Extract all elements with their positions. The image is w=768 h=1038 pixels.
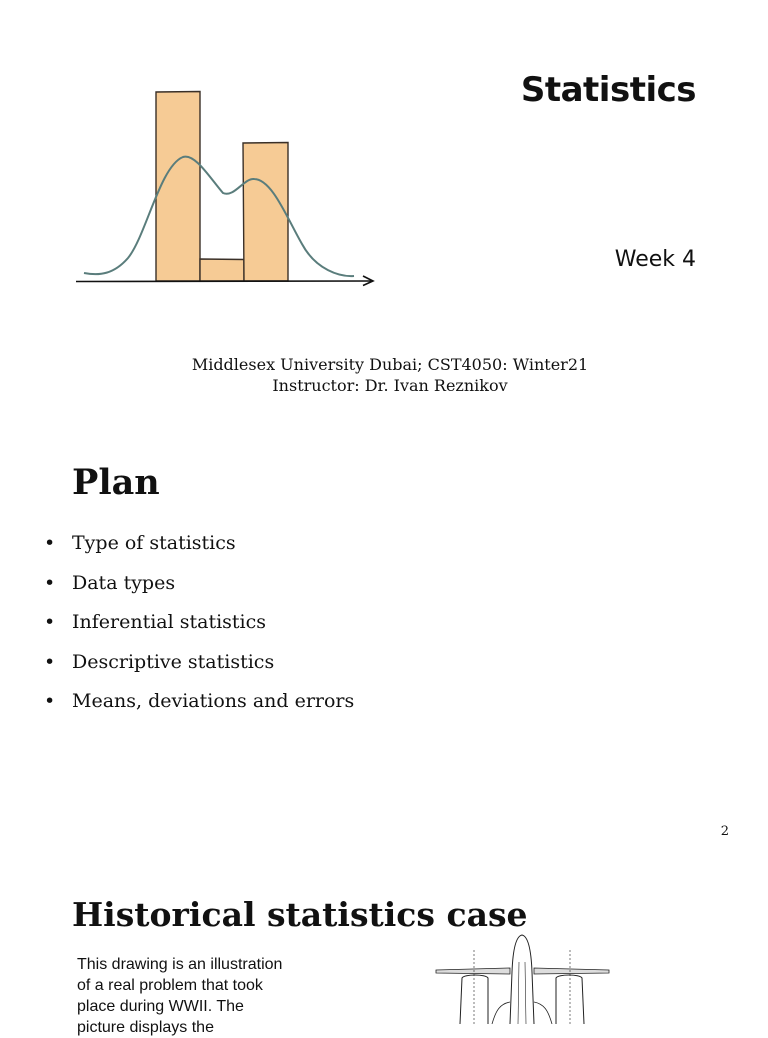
course-credits-line-2: Instructor: Dr. Ivan Reznikov bbox=[272, 376, 508, 395]
slide-title: Statistics bbox=[520, 70, 696, 110]
plan-item bbox=[44, 690, 354, 730]
aircraft-left-wing bbox=[436, 968, 510, 974]
plan-title: Plan bbox=[72, 462, 160, 503]
page-number: 2 bbox=[720, 824, 729, 839]
historical-case-text bbox=[77, 954, 309, 1038]
course-credits bbox=[0, 354, 768, 396]
histogram-illustration bbox=[70, 80, 380, 295]
aircraft-fuselage bbox=[510, 935, 534, 1024]
bullet: • bbox=[44, 571, 56, 594]
bullet: • bbox=[44, 690, 56, 712]
body-line: place during WWII. The bbox=[77, 998, 244, 1015]
plan-item-label: Type of statistics bbox=[72, 532, 236, 554]
bullet: • bbox=[44, 650, 56, 673]
plan-item bbox=[44, 532, 354, 572]
plan-item-label: Data types bbox=[72, 571, 176, 594]
bullet: • bbox=[44, 611, 56, 633]
plan-item-label: Inferential statistics bbox=[72, 611, 267, 633]
body-line: This drawing is an illustration bbox=[77, 956, 283, 973]
plan-list bbox=[44, 532, 354, 730]
plan-item bbox=[44, 651, 354, 691]
slide-subtitle: Week 4 bbox=[614, 247, 696, 272]
course-credits-line-1: Middlesex University Dubai; CST4050: Winter21 bbox=[191, 355, 589, 374]
plan-item bbox=[44, 611, 354, 651]
density-curve bbox=[84, 157, 354, 277]
plan-item bbox=[44, 572, 354, 612]
histogram-bar-3 bbox=[243, 143, 288, 282]
bullet: • bbox=[44, 532, 56, 554]
plan-item-label: Means, deviations and errors bbox=[72, 690, 355, 712]
aircraft-right-wing bbox=[534, 968, 609, 974]
histogram-bar-1 bbox=[156, 92, 200, 282]
histogram-bar-2 bbox=[200, 259, 244, 281]
body-line: picture displays the bbox=[77, 1019, 214, 1036]
aircraft-drawing bbox=[432, 932, 614, 1024]
historical-case-title: Historical statistics case bbox=[72, 895, 528, 934]
plan-item-label: Descriptive statistics bbox=[72, 650, 275, 673]
body-line: of a real problem that took bbox=[77, 977, 263, 994]
